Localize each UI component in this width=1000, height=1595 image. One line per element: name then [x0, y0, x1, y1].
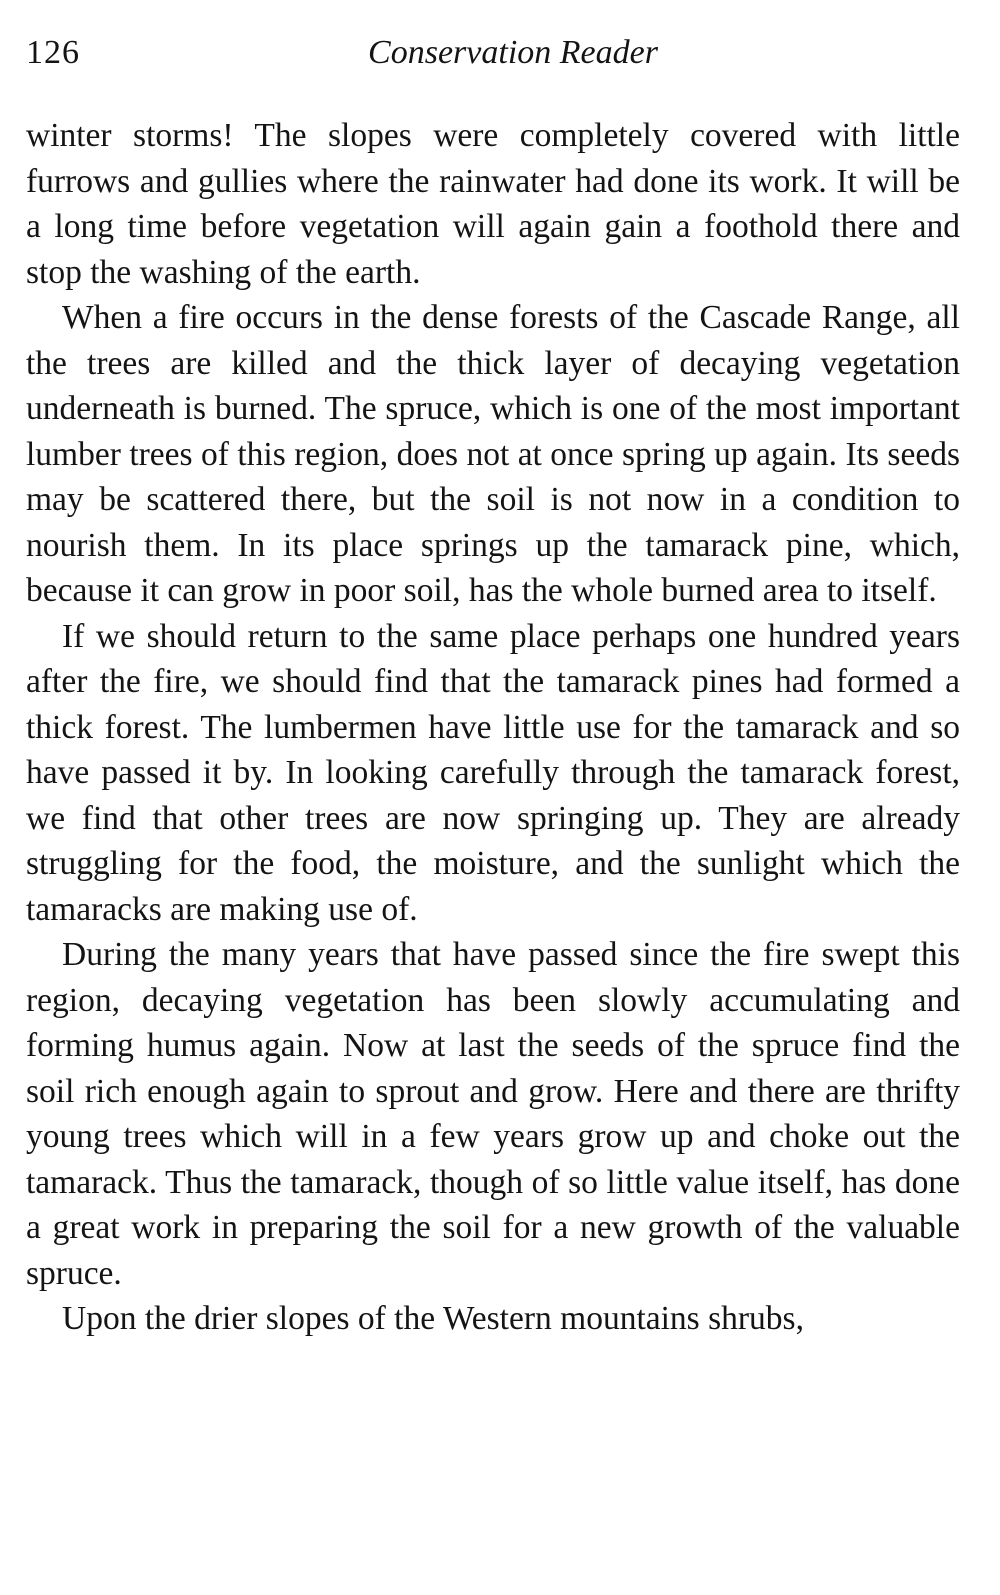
paragraph: Upon the drier slopes of the Western mountains shrubs,	[62, 1300, 804, 1337]
body-text	[26, 113, 960, 1342]
paragraph: When a fire occurs in the dense forests of the Cascade Range, all the trees are killed and the thick layer of decaying vegetation underneath is burned. The spruce, which is one of the most important lumber trees of this region, does not at once spring up again. Its seeds may be scattered there, but the soil is not now in a condition to nourish them. In its place springs up the tamarack pine, which, because it can grow in poor soil, has the whole burned area to itself.	[26, 299, 960, 609]
page-header	[26, 30, 960, 76]
running-title: Conservation Reader	[368, 34, 658, 71]
page-number: 126	[26, 34, 80, 71]
paragraph-continued: winter storms! The slopes were completely covered with little furrows and gullies where the rainwater had done its work. It will be a long time before vegetation will again gain a foothold there and stop the washing of the earth.	[26, 117, 960, 291]
paragraph: During the many years that have passed since the fire swept this region, decaying vegetation has been slowly accumulating and forming humus again. Now at last the seeds of the spruce find the soil rich enough again to sprout and grow. Here and there are thrifty young trees which will in a few years grow up and choke out the tamarack. Thus the tamarack, though of so little value itself, has done a great work in preparing the soil for a new growth of the valuable spruce.	[26, 936, 960, 1292]
paragraph: If we should return to the same place perhaps one hundred years after the fire, we should find that the tamarack pines had formed a thick forest. The lumbermen have little use for the tamarack and so have passed it by. In looking carefully through the tamarack forest, we find that other trees are now springing up. They are already struggling for the food, the moisture, and the sunlight which the tamaracks are making use of.	[26, 617, 960, 928]
